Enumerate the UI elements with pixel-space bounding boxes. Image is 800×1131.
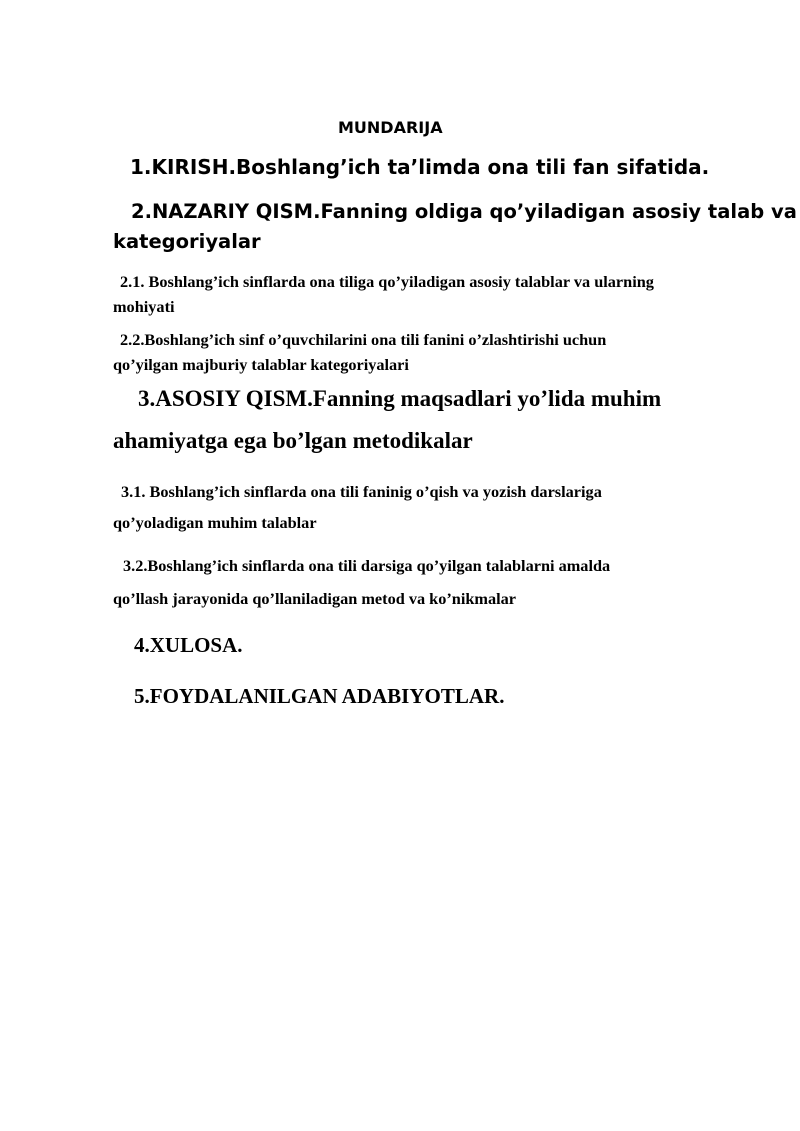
toc-subentry-2-1-continued: mohiyati <box>113 297 175 316</box>
toc-subentry-3-2: 3.2.Boshlang’ich sinflarda ona tili darsiga qo’yilgan talablarni amalda <box>123 556 611 575</box>
toc-entry-nazariy-qism-continued: kategoriyalar <box>113 230 261 253</box>
toc-subentry-3-2-continued: qo’llash jarayonida qo’llaniladigan metod va ko’nikmalar <box>113 589 517 608</box>
toc-entry-nazariy-qism: 2.NAZARIY QISM.Fanning oldiga qo’yiladigan asosiy talab va <box>131 200 797 223</box>
toc-subentry-2-1: 2.1. Boshlang’ich sinflarda ona tiliga qo’yiladigan asosiy talablar va ularning <box>120 272 654 291</box>
document-title: MUNDARIJA <box>338 118 443 137</box>
toc-entry-xulosa: 4.XULOSA. <box>134 633 243 657</box>
toc-subentry-3-1: 3.1. Boshlang’ich sinflarda ona tili faninig o’qish va yozish darslariga <box>121 482 602 501</box>
toc-entry-asosiy-qism: 3.ASOSIY QISM.Fanning maqsadlari yo’lida muhim <box>138 386 662 411</box>
toc-entry-asosiy-qism-continued: ahamiyatga ega bo’lgan metodikalar <box>113 428 473 453</box>
toc-entry-foydalanilgan-adabiyotlar: 5.FOYDALANILGAN ADABIYOTLAR. <box>134 684 505 708</box>
toc-subentry-3-1-continued: qo’yoladigan muhim talablar <box>113 513 317 532</box>
toc-subentry-2-2: 2.2.Boshlang’ich sinf o’quvchilarini ona tili fanini o’zlashtirishi uchun <box>120 330 607 349</box>
toc-subentry-2-2-continued: qo’yilgan majburiy talablar kategoriyalari <box>113 355 409 374</box>
toc-entry-kirish: 1.KIRISH.Boshlang’ich ta’limda ona tili fan sifatida. <box>130 155 710 179</box>
